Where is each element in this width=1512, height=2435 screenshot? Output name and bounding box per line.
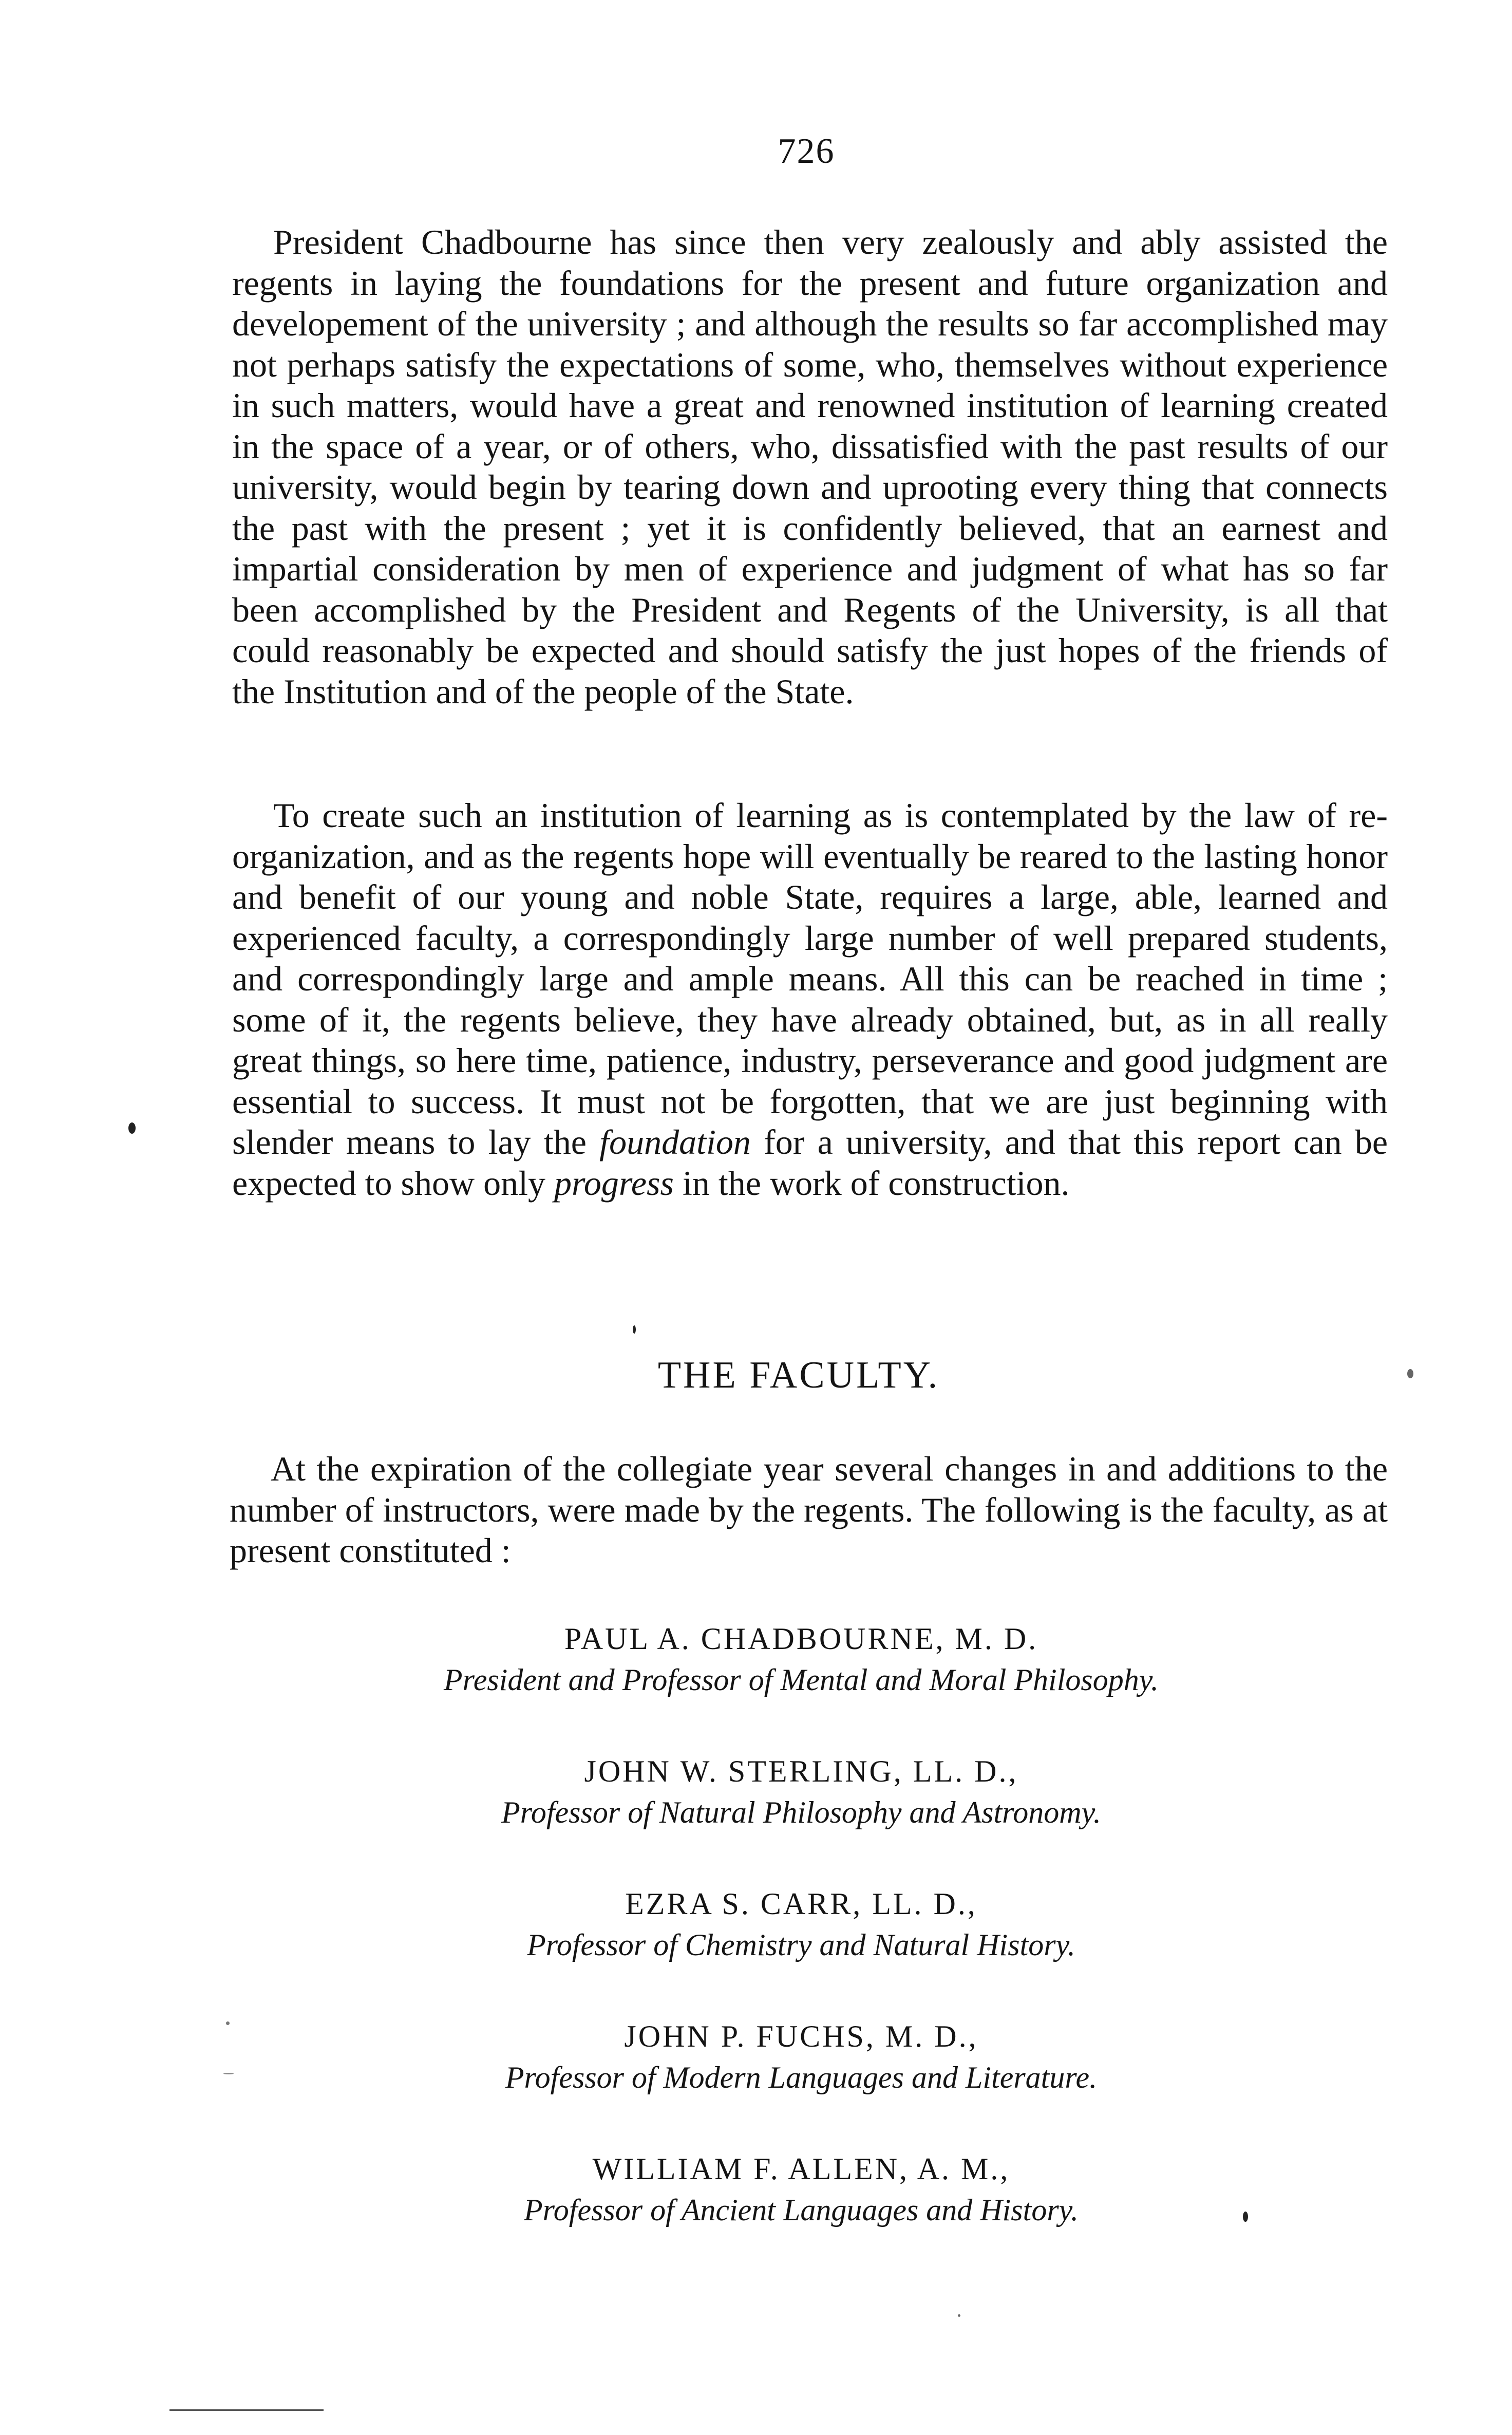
- ink-speck: [223, 2073, 234, 2074]
- paragraph-faculty-intro: At the expiration of the collegiate year several changes in and additions to the number of instructors, were made by the regents. The following is the faculty, as at present constituted :: [230, 1449, 1388, 1570]
- faculty-list: [0, 1618, 1512, 2231]
- footer-rule: [169, 2409, 324, 2411]
- faculty-title: Professor of Ancient Languages and History.: [524, 2193, 1079, 2227]
- paragraph-institution-of-learning: [232, 795, 1388, 1204]
- faculty-title: Professor of Natural Philosophy and Astronomy.: [501, 1795, 1101, 1829]
- ink-speck: [1243, 2212, 1248, 2222]
- faculty-member: [0, 2148, 1512, 2231]
- page-number: 726: [778, 132, 835, 171]
- faculty-title: Professor of Chemistry and Natural History.: [527, 1928, 1075, 1962]
- ink-speck: [1407, 1369, 1413, 1378]
- paragraph-president-chadbourne: President Chadbourne has since then very zealously and ably assisted the regents in laying the foundations for the present and future organization and developement of the university ; and although the results so far accomplished may not perhaps satisfy the expectations of some, who, themselves without experience in such matters, would have a great and renowned institution of learning created in the space of a year, or of others, who, dissatisfied with the past results of our university, would begin by tearing down and uprooting every thing that connects the past with the present ; yet it is confidently believed, that an earnest and impartial consideration by men of experience and judgment of what has so far been accomplished by the President and Regents of the University, is all that could reasonably be expected and should satisfy the just hopes of the friends of the Institution and of the people of the State.: [232, 222, 1388, 711]
- faculty-title: Professor of Modern Languages and Literature.: [505, 2061, 1098, 2094]
- body-paragraph: [232, 222, 1388, 712]
- body-paragraph: [232, 795, 1388, 1204]
- faculty-name: JOHN P. FUCHS, M. D.,: [624, 2019, 978, 2053]
- faculty-name: JOHN W. STERLING, LL. D.,: [584, 1754, 1018, 1788]
- ink-speck: [633, 1325, 636, 1334]
- body-paragraph: [230, 1449, 1388, 1571]
- ink-speck: [958, 2314, 960, 2317]
- faculty-name: EZRA S. CARR, LL. D.,: [625, 1887, 977, 1921]
- paragraph-text: for a university, and that this report can be expected to show only: [232, 1122, 1388, 1203]
- ink-speck: [128, 1122, 136, 1134]
- emphasis-progress: progress: [554, 1163, 674, 1203]
- faculty-name: PAUL A. CHADBOURNE, M. D.: [564, 1622, 1038, 1656]
- faculty-name: WILLIAM F. ALLEN, A. M.,: [592, 2152, 1010, 2186]
- faculty-title: President and Professor of Mental and Moral Philosophy.: [443, 1663, 1159, 1697]
- ink-speck: [226, 2021, 230, 2025]
- section-heading-faculty: THE FACULTY.: [657, 1354, 940, 1396]
- faculty-member: [0, 2016, 1512, 2098]
- faculty-member: [0, 1751, 1512, 1833]
- paragraph-text: To create such an institution of learning as is contemplated by the law of re-organization, and as the regents hope will eventually be reared to the lasting honor and benefit of our young and noble State, requires a large, able, learned and experienced faculty, a correspondingly large number of well prepared students, and correspondingly large and ample means. All this can be reached in time ; some of it, the regents believe, they have already obtained, but, as in all really great things, so here time, patience, industry, perseverance and good judgment are essential to success. It must not be forgotten, that we are just beginning with slender means to lay the: [232, 796, 1388, 1162]
- paragraph-text: in the work of construction.: [682, 1163, 1070, 1203]
- faculty-member: [0, 1618, 1512, 1700]
- faculty-member: [0, 1883, 1512, 1965]
- emphasis-foundation: foundation: [599, 1122, 751, 1162]
